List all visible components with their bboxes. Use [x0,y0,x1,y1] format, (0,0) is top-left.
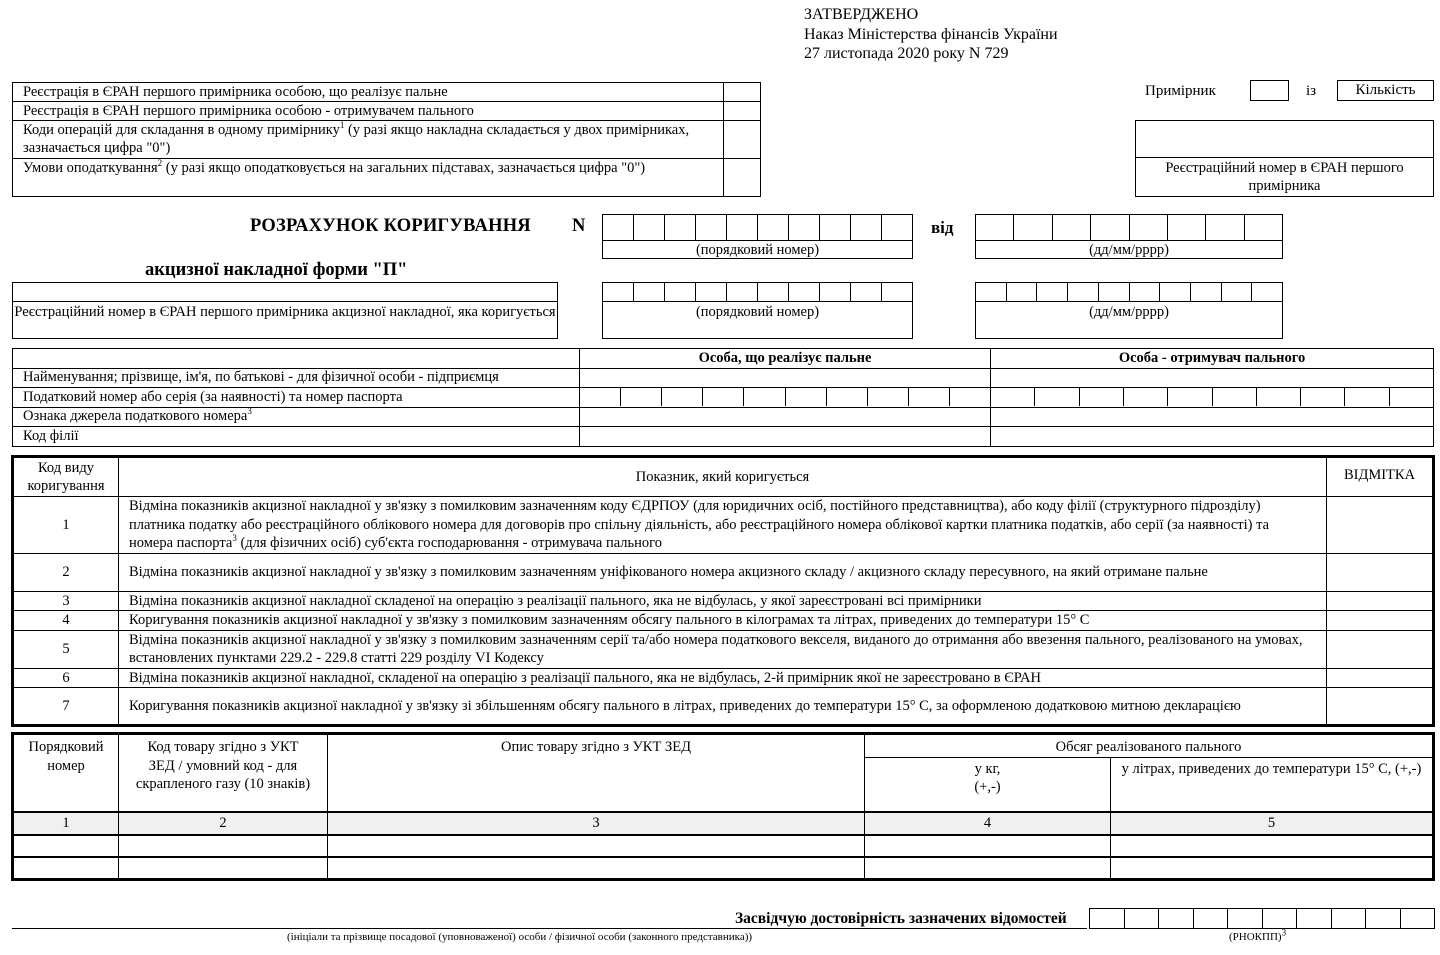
rnokpp-cells [1089,908,1435,929]
digit-cell[interactable] [1345,388,1389,406]
goods-table [11,732,1435,881]
digit-cell[interactable] [786,388,827,406]
correction-mark-cell[interactable] [1327,553,1434,591]
code-cell[interactable] [119,857,328,879]
date-cell[interactable] [1014,215,1052,240]
invoice-date-cells [976,283,1282,302]
approval-order: Наказ Міністерства фінансів України [804,25,1058,43]
date-cell[interactable] [1245,215,1282,240]
corrected-invoice-registration-field[interactable] [13,283,557,302]
code-header: Код товару згідно з УКТ ЗЕД / умовний код - для скрапленого газу (10 знаків) [119,734,328,813]
volume-header: Обсяг реалізованого пального [865,734,1434,758]
correction-mark-cell[interactable] [1327,611,1434,631]
date-cell[interactable] [976,283,1007,301]
row-label [13,102,724,121]
copy-number-field[interactable] [1250,80,1289,101]
column-number: 4 [865,812,1111,835]
seller-name-field[interactable] [580,368,991,388]
date-cell[interactable] [1252,283,1282,301]
copy-label: Примірник [1145,83,1216,99]
row-text: Реєстрація в ЄРАН першого примірника особою - отримувачем пального [23,103,474,119]
table-row [13,591,1434,611]
table-row [13,427,1434,447]
digit-cell[interactable] [1080,388,1124,406]
digit-cell[interactable] [1090,909,1125,928]
digit-cell[interactable] [1257,388,1301,406]
table-row [13,368,1434,388]
footnote-ref: 2 [157,158,163,169]
digit-cell[interactable] [789,215,820,240]
digit-cell[interactable] [1194,909,1229,928]
date-cell[interactable] [1130,215,1168,240]
empty-header-cell [13,349,580,369]
digit-cell[interactable] [1228,909,1263,928]
row-text-tail: (у разі якщо оподатковується на загальних підставах, зазначається цифра "0") [162,160,646,176]
correction-code: 3 [13,591,119,611]
footnote-ref: 3 [232,533,237,544]
table-row [13,668,1434,688]
row-text-tail: (у разі якщо накладна складається у двох примірниках, зазначається цифра "0") [23,122,690,156]
signature-caption: (ініціали та прізвище посадової (уповноваженої) особи / фізичної особи (законного представника)) [287,931,753,943]
description-tail: (для фізичних осіб) суб'єкта господарювання - отримувача пального [236,535,662,551]
number-caption: (порядковий номер) [695,242,820,258]
digit-cell[interactable] [696,215,727,240]
digit-cell[interactable] [1366,909,1401,928]
correction-code: 1 [13,497,119,554]
correction-number-cells [603,215,912,241]
correction-mark-cell[interactable] [1327,668,1434,688]
date-cell[interactable] [1191,283,1222,301]
digit-cell[interactable] [882,283,912,301]
digit-cell[interactable] [1125,909,1160,928]
digit-cell[interactable] [580,388,621,406]
row-label [13,83,724,102]
document-subtitle: акцизної накладної форми "П" [145,260,408,280]
digit-cell[interactable] [1297,909,1332,928]
table-row [13,497,1434,554]
digit-cell[interactable] [1401,909,1435,928]
seller-branch-code-field[interactable] [580,427,991,447]
digit-cell[interactable] [868,388,909,406]
table-row [13,83,761,102]
description-text: Відміна показників акцизної накладної у зв'язку з помилковим зазначенням коду ЄДРПОУ (для юридичних осіб, постійного представництва), або коду філії (структурного підрозділу) платника податку або реєстраційного облікового номера для договорів про спільну діяльність, або реєстраційного номера облікової картки платника податків, або серії (за наявності) та номера паспорта [129,498,1270,551]
row-text: Коди операцій для складання в одному примірнику [23,122,340,138]
from-label: від [931,218,954,237]
liters-header: у літрах, приведених до температури 15° С, (+,-) [1111,757,1434,812]
description-cell[interactable] [328,857,865,879]
row-label [13,407,580,427]
table-row [13,388,1434,408]
liters-cell[interactable] [1111,857,1434,879]
date-cell[interactable] [1222,283,1253,301]
buyer-branch-code-field[interactable] [991,427,1434,447]
buyer-header: Особа - отримувач пального [991,349,1434,369]
digit-cell[interactable] [1124,388,1168,406]
digit-cell[interactable] [634,283,665,301]
date-caption: (дд/мм/рррр) [1089,304,1169,320]
table-row [13,688,1434,726]
digit-cell[interactable] [1159,909,1194,928]
approval-date: 27 листопада 2020 року N 729 [804,45,1009,62]
footnote-ref: 1 [339,120,345,131]
kg-cell[interactable] [865,835,1111,857]
correction-description: Коригування показників акцизної накладної у зв'язку з помилковим зазначенням обсягу пального в кілограмах та літрах, приведених до температури 15° С [119,611,1327,631]
row-text: Реєстрація в ЄРАН першого примірника особою, що реалізує пальне [23,84,448,100]
description-cell[interactable] [328,835,865,857]
digit-cell[interactable] [1035,388,1079,406]
seq-header: Порядковий номер [13,734,119,813]
digit-cell[interactable] [665,215,696,240]
date-cell[interactable] [1099,283,1130,301]
corrections-header-row [13,457,1434,497]
digit-cell[interactable] [703,388,744,406]
column-number: 2 [119,812,328,835]
digit-cell[interactable] [758,215,789,240]
approval-block [804,5,1058,64]
corrected-invoice-registration-box [12,282,558,339]
invoice-date-box [975,282,1283,339]
table-row [13,159,761,197]
correction-description: Відміна показників акцизної накладної складеної на операцію з реалізації пального, яка не відбулась, у якої зареєстровані всі примірники [119,591,1327,611]
row-text: Умови оподаткування [23,160,158,176]
digit-cell[interactable] [634,215,665,240]
table-row [13,611,1434,631]
table-row [13,553,1434,591]
digit-cell[interactable] [909,388,950,406]
correction-mark-cell[interactable] [1327,591,1434,611]
correction-code: 2 [13,553,119,591]
mark-header: ВІДМІТКА [1327,457,1434,497]
seller-header: Особа, що реалізує пальне [580,349,991,369]
correction-description: Відміна показників акцизної накладної у зв'язку з помилковим зазначенням серії та/або номера податкового векселя, виданого до отримання або ввезення пального, реалізованого на умовах, встановлених пунктами 229.2 - 229.8 статті 229 розділу VI Кодексу [119,630,1327,668]
correction-description: Коригування показників акцизної накладної у зв'язку зі збільшенням обсягу пального в літрах, приведених до температури 15° С, за оформленою додатковою митною декларацією [119,688,1327,726]
taxation-terms-field[interactable] [724,159,761,197]
date-cell[interactable] [1160,283,1191,301]
buyer-tax-source-field[interactable] [991,407,1434,427]
goods-header-row [13,734,1434,758]
date-caption: (дд/мм/рррр) [1089,242,1169,258]
row-label: Код філії [13,427,580,447]
kg-header: у кг, (+,-) [865,757,1111,812]
first-copy-registration-label: Реєстраційний номер в ЄРАН першого примірника [1165,160,1404,194]
indicator-header: Показник, який коригується [119,457,1327,497]
digit-cell[interactable] [827,388,868,406]
digit-cell[interactable] [744,388,785,406]
digit-cell[interactable] [851,283,882,301]
document-title: РОЗРАХУНОК КОРИГУВАННЯ [250,216,531,236]
invoice-number-box [602,282,913,339]
correction-number-box [602,214,913,259]
goods-row [13,857,1434,879]
digit-cell[interactable] [1390,388,1433,406]
date-cell[interactable] [1007,283,1038,301]
seller-tax-id-cells [580,388,991,408]
digit-cell[interactable] [851,215,882,240]
date-cell[interactable] [1068,283,1099,301]
date-cell[interactable] [976,215,1014,240]
row-label: Податковий номер або серія (за наявності) та номер паспорта [13,388,580,408]
buyer-registration-checkbox[interactable] [724,102,761,121]
number-caption: (порядковий номер) [695,304,820,320]
rnokpp-caption [1229,927,1287,943]
table-row [13,102,761,121]
digit-cell[interactable] [621,388,662,406]
digit-cell[interactable] [1213,388,1257,406]
registration-options-table [12,82,761,197]
footnote-ref: 3 [247,406,252,417]
liters-cell[interactable] [1111,835,1434,857]
table-row [13,121,761,159]
copy-of-label: із [1306,83,1317,99]
digit-cell[interactable] [665,283,696,301]
date-cell[interactable] [1053,215,1091,240]
row-label [13,159,724,197]
digit-cell[interactable] [950,388,990,406]
copy-count-field[interactable]: Кількість [1337,80,1434,101]
column-number: 5 [1111,812,1434,835]
digit-cell[interactable] [789,283,820,301]
correction-code: 7 [13,688,119,726]
seq-cell[interactable] [13,835,119,857]
table-row [13,407,1434,427]
correction-mark-cell[interactable] [1327,688,1434,726]
parties-header-row [13,349,1434,369]
correction-mark-cell[interactable] [1327,497,1434,554]
seller-registration-checkbox[interactable] [724,83,761,102]
digit-cell[interactable] [1263,909,1298,928]
date-cell[interactable] [1130,283,1161,301]
correction-date-box [975,214,1283,259]
seq-cell[interactable] [13,857,119,879]
correction-description: Відміна показників акцизної накладної, складеної на операцію з реалізації пального, яка не відбулась, 2-й примірник якої не зареєстровано в ЄРАН [119,668,1327,688]
row-text: Ознака джерела податкового номера [23,408,248,425]
certify-statement: Засвідчую достовірність зазначених відомостей [735,910,1067,927]
digit-cell[interactable] [1168,388,1212,406]
code-header: Код виду коригування [13,457,119,497]
correction-description [119,497,1327,554]
first-copy-registration-box [1135,120,1434,197]
corrected-invoice-registration-label: Реєстраційний номер в ЄРАН першого примірника акцизної накладної, яка коригується [14,304,556,320]
buyer-tax-id-cells [991,388,1434,408]
number-sign: N [572,216,586,236]
digit-cell[interactable] [820,215,851,240]
column-numbers-row [13,812,1434,835]
correction-types-table [11,455,1435,727]
column-number: 1 [13,812,119,835]
footnote-ref: 3 [1281,927,1287,938]
operation-code-field[interactable] [724,121,761,159]
digit-cell[interactable] [727,215,758,240]
digit-cell[interactable] [603,215,634,240]
kg-cell[interactable] [865,857,1111,879]
date-cell[interactable] [1206,215,1244,240]
digit-cell[interactable] [727,283,758,301]
approval-title: ЗАТВЕРДЖЕНО [804,6,919,23]
date-cell[interactable] [1168,215,1206,240]
digit-cell[interactable] [882,215,912,240]
digit-cell[interactable] [603,283,634,301]
correction-mark-cell[interactable] [1327,630,1434,668]
digit-cell[interactable] [1301,388,1345,406]
invoice-number-cells [603,283,912,302]
date-cell[interactable] [1037,283,1068,301]
row-label: Найменування; прізвище, ім'я, по батькові - для фізичної особи - підприємця [13,368,580,388]
description-header: Опис товару згідно з УКТ ЗЕД [328,734,865,813]
digit-cell[interactable] [662,388,703,406]
buyer-name-field[interactable] [991,368,1434,388]
column-number: 3 [328,812,865,835]
digit-cell[interactable] [820,283,851,301]
table-row [13,630,1434,668]
digit-cell[interactable] [696,283,727,301]
goods-row [13,835,1434,857]
seller-tax-source-field[interactable] [580,407,991,427]
correction-code: 4 [13,611,119,631]
first-copy-registration-field[interactable] [1136,121,1433,158]
row-label [13,121,724,159]
code-cell[interactable] [119,835,328,857]
digit-cell[interactable] [991,388,1035,406]
date-cell[interactable] [1091,215,1129,240]
digit-cell[interactable] [1332,909,1367,928]
correction-code: 5 [13,630,119,668]
parties-table [12,348,1434,447]
correction-date-cells [976,215,1282,241]
rnokpp-caption-text: (РНОКПП) [1229,931,1282,943]
digit-cell[interactable] [758,283,789,301]
correction-code: 6 [13,668,119,688]
signature-line[interactable] [12,928,1087,929]
correction-description: Відміна показників акцизної накладної у зв'язку з помилковим зазначенням уніфікованого номера акцизного складу / акцизного складу пересувного, на який отримане пальне [119,553,1327,591]
